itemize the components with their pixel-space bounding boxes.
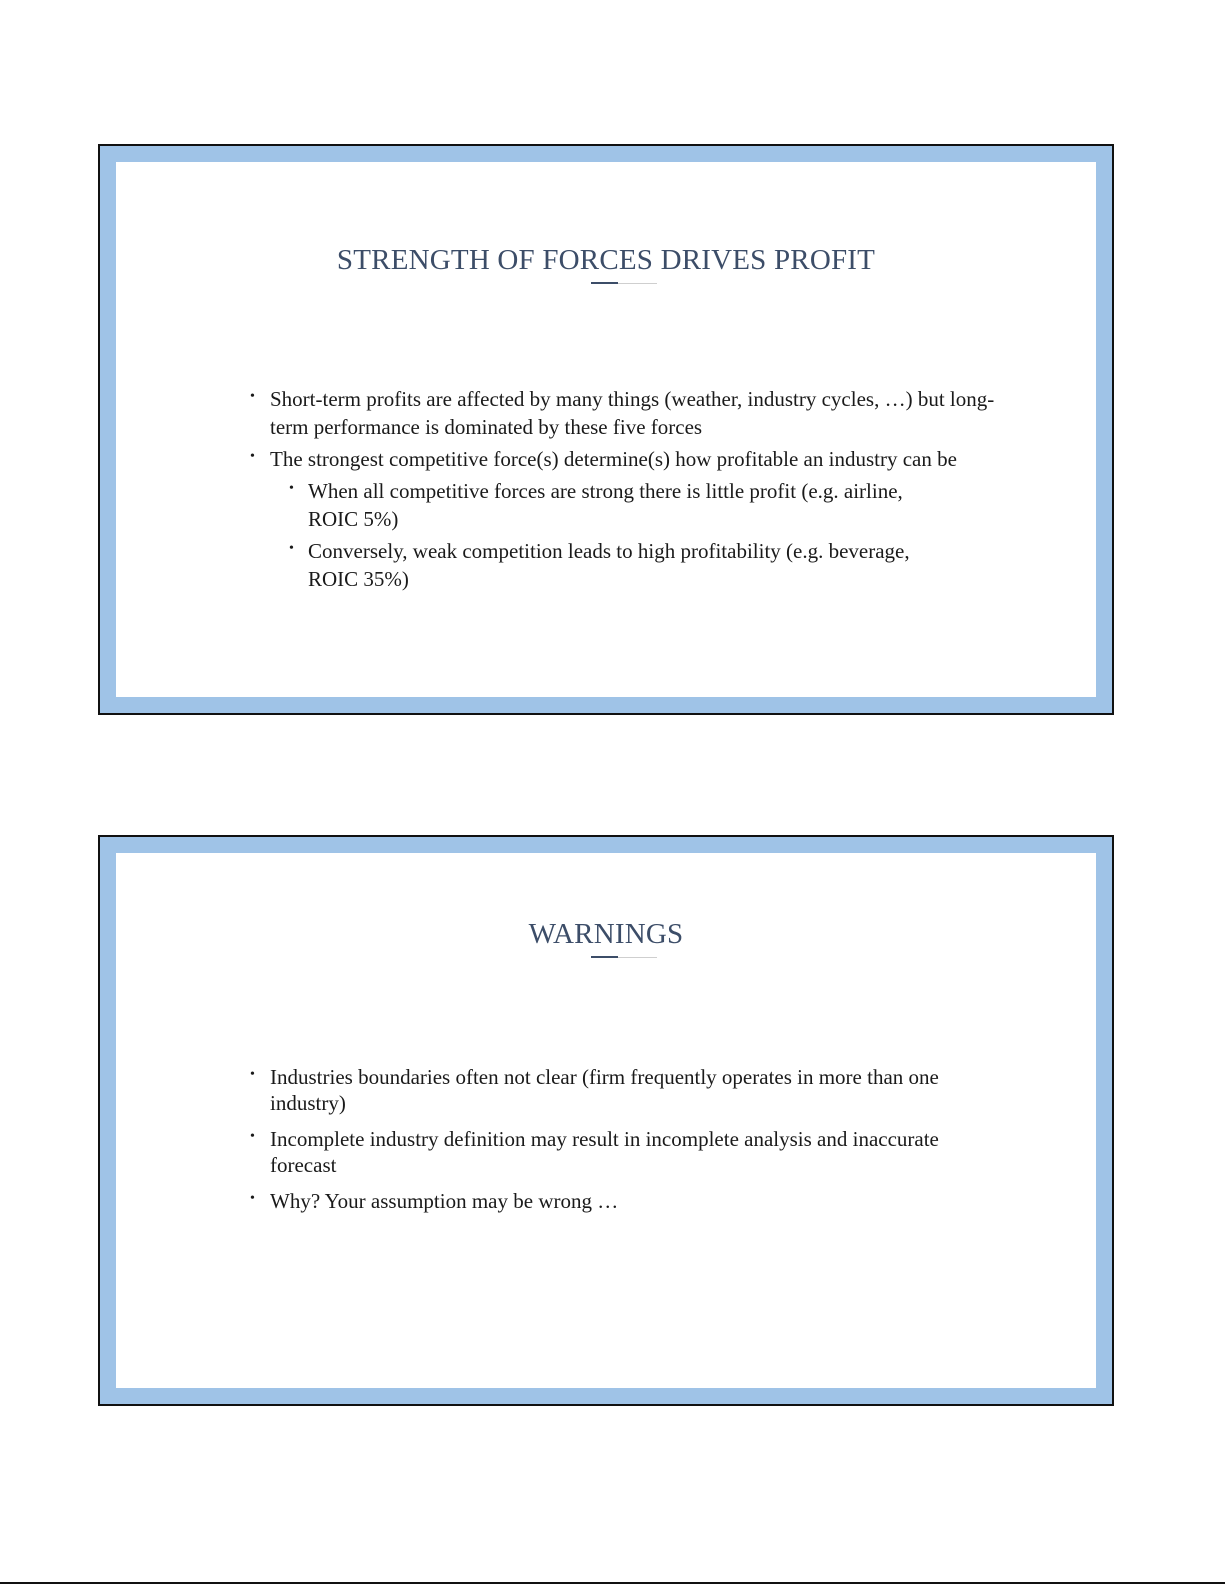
page-bottom-rule bbox=[0, 1582, 1225, 1584]
bullet-item: • Short-term profits are affected by many things (weather, industry cycles, …) but long-term performance is dominated by these five forces bbox=[248, 385, 1008, 441]
title-underline-accent bbox=[591, 282, 618, 284]
slide-content bbox=[116, 162, 1096, 697]
slide-title: STRENGTH OF FORCES DRIVES PROFIT bbox=[336, 244, 876, 276]
bullet-item: • Incomplete industry definition may result in incomplete analysis and inaccurate forecast bbox=[248, 1126, 1008, 1178]
bullet-item bbox=[248, 445, 1008, 593]
title-underline bbox=[591, 283, 657, 284]
bullet-item: • Why? Your assumption may be wrong … bbox=[248, 1188, 1008, 1214]
bullet-item: • Industries boundaries often not clear (firm frequently operates in more than one industry) bbox=[248, 1064, 1008, 1116]
title-underline-accent bbox=[591, 956, 618, 958]
slide-title: WARNINGS bbox=[528, 918, 684, 950]
slide-warnings bbox=[98, 835, 1114, 1406]
title-underline bbox=[591, 957, 657, 958]
bullet-list bbox=[248, 385, 1008, 597]
sub-bullet-item: • When all competitive forces are strong there is little profit (e.g. airline, ROIC 5%) bbox=[287, 477, 958, 533]
sub-bullet-list bbox=[270, 477, 1008, 593]
bullet-list bbox=[248, 1064, 1008, 1224]
bullet-text: The strongest competitive force(s) determine(s) how profitable an industry can be bbox=[270, 447, 957, 471]
sub-bullet-item: • Conversely, weak competition leads to high profitability (e.g. beverage, ROIC 35%) bbox=[287, 537, 958, 593]
slide-content bbox=[116, 853, 1096, 1388]
slide-strength-of-forces bbox=[98, 144, 1114, 715]
